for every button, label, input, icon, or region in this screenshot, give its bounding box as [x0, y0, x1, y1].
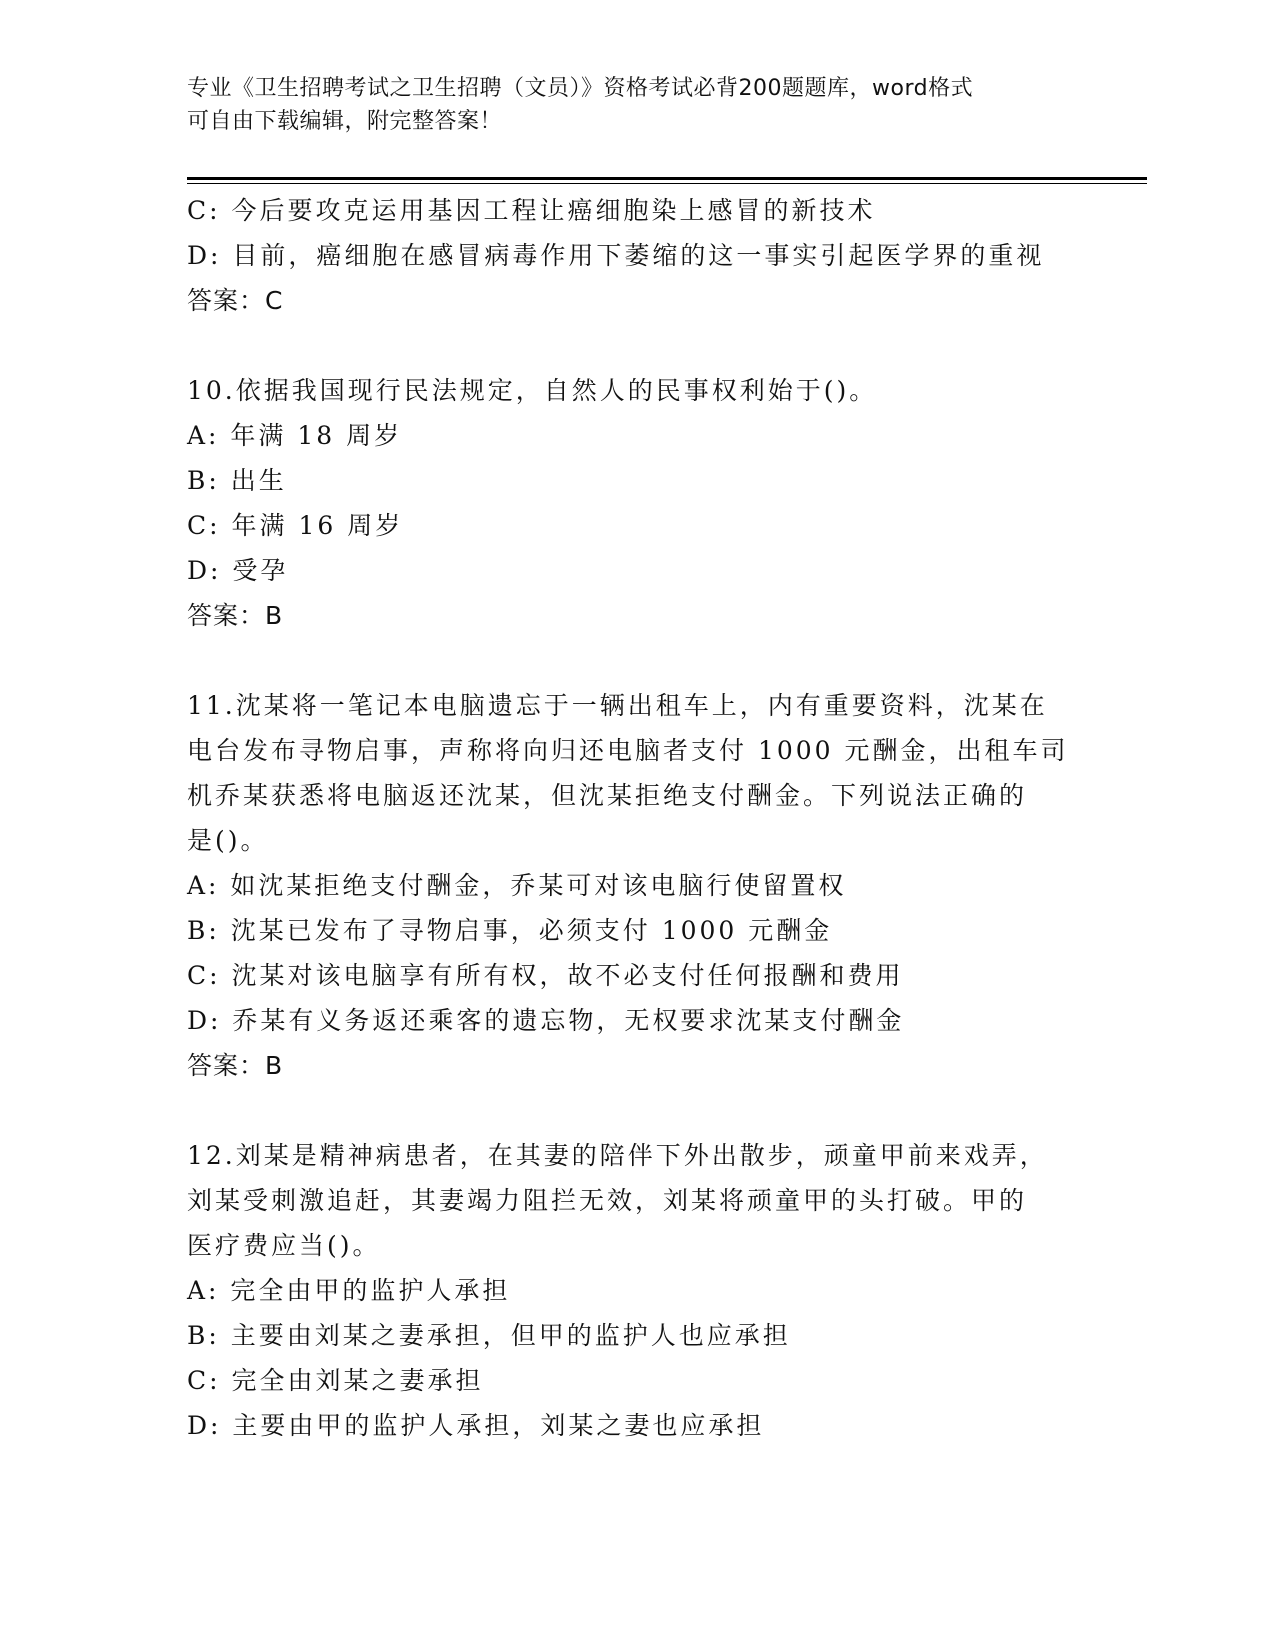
answer-label: 答案：B — [187, 601, 284, 630]
option-d: D: 主要由甲的监护人承担，刘某之妻也应承担 — [187, 1411, 765, 1440]
document-header — [187, 72, 1067, 138]
option-c: C: 年满 16 周岁 — [187, 511, 404, 540]
question-block-9 — [187, 188, 1087, 323]
option-a: A: 如沈某拒绝支付酬金，乔某可对该电脑行使留置权 — [187, 871, 847, 900]
option-d: D: 受孕 — [187, 556, 289, 585]
question-block-10 — [187, 368, 1087, 638]
header-title-line-2: 可自由下载编辑，附完整答案！ — [187, 109, 503, 134]
question-list — [187, 188, 1087, 1448]
header-divider-thin — [187, 183, 1147, 184]
option-b: B: 出生 — [187, 466, 287, 495]
option-b: B: 沈某已发布了寻物启事，必须支付 1000 元酬金 — [187, 916, 833, 945]
option-d: D: 目前，癌细胞在感冒病毒作用下萎缩的这一事实引起医学界的重视 — [187, 241, 1045, 270]
option-c: C: 完全由刘某之妻承担 — [187, 1366, 484, 1395]
answer-label: 答案：B — [187, 1051, 284, 1080]
header-title-line-1: 专业《卫生招聘考试之卫生招聘（文员）》资格考试必背200题题库，word格式 — [187, 76, 974, 101]
option-c: C: 沈某对该电脑享有所有权，故不必支付任何报酬和费用 — [187, 961, 904, 990]
question-stem-line: 刘某受刺激追赶，其妻竭力阻拦无效，刘某将顽童甲的头打破。甲的 — [187, 1186, 1028, 1215]
option-d: D: 乔某有义务返还乘客的遗忘物，无权要求沈某支付酬金 — [187, 1006, 905, 1035]
option-b: B: 主要由刘某之妻承担，但甲的监护人也应承担 — [187, 1321, 791, 1350]
option-c: C: 今后要攻克运用基因工程让癌细胞染上感冒的新技术 — [187, 196, 876, 225]
question-stem-line: 11.沈某将一笔记本电脑遗忘于一辆出租车上，内有重要资料，沈某在 — [187, 691, 1048, 720]
question-stem: 10.依据我国现行民法规定，自然人的民事权利始于()。 — [187, 376, 878, 405]
answer-label: 答案：C — [187, 286, 284, 315]
option-a: A: 完全由甲的监护人承担 — [187, 1276, 511, 1305]
option-a: A: 年满 18 周岁 — [187, 421, 403, 450]
header-divider-thick — [187, 177, 1147, 180]
question-stem-line: 机乔某获悉将电脑返还沈某，但沈某拒绝支付酬金。下列说法正确的 — [187, 781, 1028, 810]
question-stem-line: 是()。 — [187, 826, 269, 855]
question-block-12 — [187, 1133, 1087, 1448]
question-stem-line: 12.刘某是精神病患者，在其妻的陪伴下外出散步，顽童甲前来戏弄， — [187, 1141, 1048, 1170]
question-block-11 — [187, 683, 1087, 1088]
question-stem-line: 电台发布寻物启事，声称将向归还电脑者支付 1000 元酬金，出租车司 — [187, 736, 1069, 765]
question-stem-line: 医疗费应当()。 — [187, 1231, 381, 1260]
